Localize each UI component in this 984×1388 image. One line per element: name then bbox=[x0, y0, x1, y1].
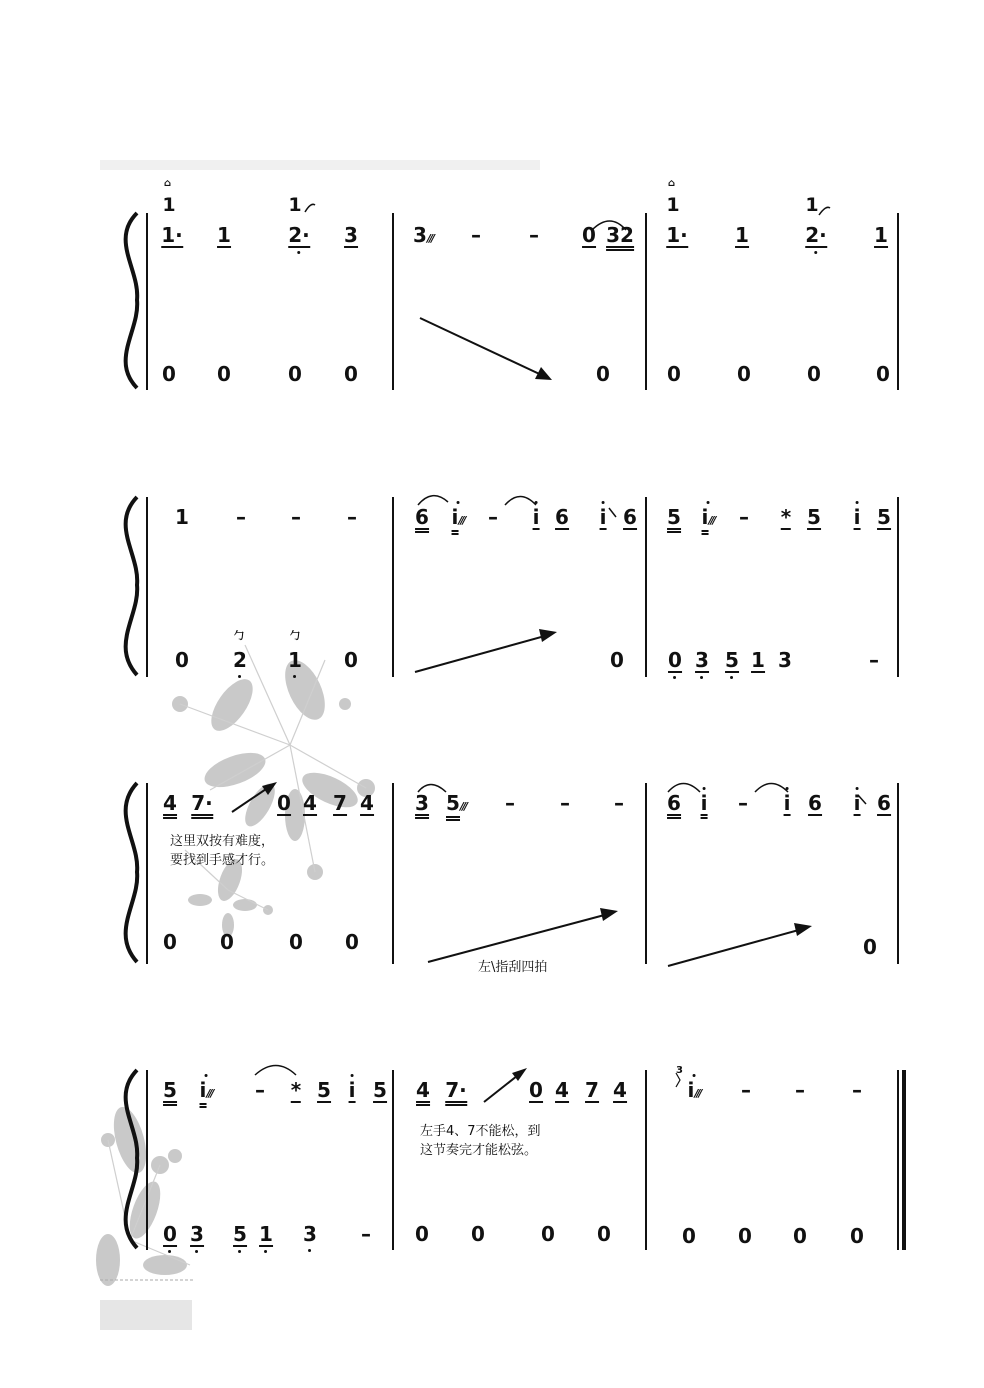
note: – bbox=[255, 1078, 265, 1102]
note: 0 bbox=[668, 648, 682, 672]
harmonic-mark: ⌂ bbox=[164, 178, 172, 189]
note: 0 bbox=[220, 930, 234, 954]
note: 3 bbox=[303, 1222, 317, 1246]
fingering: 1 bbox=[666, 194, 680, 216]
note: 5 bbox=[163, 1080, 177, 1106]
note: 0 bbox=[344, 362, 358, 386]
note: 0 bbox=[596, 362, 610, 386]
note: – bbox=[347, 505, 357, 529]
note: – bbox=[738, 791, 748, 815]
fingering: 1 bbox=[805, 194, 819, 216]
fingering: 1 bbox=[162, 194, 176, 216]
note: 32 bbox=[606, 225, 634, 251]
note: 0 bbox=[597, 1222, 611, 1246]
note: 0 bbox=[163, 930, 177, 954]
note: 0 bbox=[162, 362, 176, 386]
note: 5 bbox=[373, 1078, 387, 1102]
note: 3 bbox=[415, 793, 429, 819]
note: – bbox=[529, 223, 539, 247]
note: 0 bbox=[793, 1224, 807, 1248]
note: i bbox=[599, 505, 607, 529]
note: 7· bbox=[191, 793, 213, 819]
note: i bbox=[348, 1078, 356, 1102]
note: 6 bbox=[877, 791, 891, 815]
note: – bbox=[505, 791, 515, 815]
note: – bbox=[614, 791, 624, 815]
note: 0 bbox=[344, 648, 358, 672]
note: 6 bbox=[623, 505, 637, 529]
note: 1· bbox=[666, 223, 688, 247]
note: – bbox=[488, 505, 498, 529]
note: i bbox=[853, 791, 861, 815]
note: 0 bbox=[277, 791, 291, 815]
note: i bbox=[853, 505, 861, 529]
note: 0 bbox=[471, 1222, 485, 1246]
note: – bbox=[471, 223, 481, 247]
note: 1 bbox=[175, 505, 189, 529]
note: 6 bbox=[415, 507, 429, 533]
note: 5 bbox=[807, 505, 821, 529]
note: 1 bbox=[259, 1222, 273, 1246]
note: 6 bbox=[555, 505, 569, 529]
note: i/// bbox=[702, 507, 715, 531]
note: 0 bbox=[541, 1222, 555, 1246]
note: 5 bbox=[233, 1222, 247, 1246]
note: 0 bbox=[163, 1222, 177, 1246]
note: 5 bbox=[725, 648, 739, 672]
note: 2· bbox=[805, 223, 827, 247]
note: 2· bbox=[288, 223, 310, 247]
damper-mark: 勹 bbox=[290, 631, 300, 642]
note: 3/// bbox=[413, 223, 433, 247]
note: 5/// bbox=[446, 793, 466, 817]
note: 6 bbox=[667, 793, 681, 819]
annotation-left-hold: 左手4、7不能松，到 这节奏完才能松弦。 bbox=[420, 1124, 541, 1158]
note: 7 bbox=[333, 791, 347, 815]
note: * bbox=[780, 505, 792, 529]
note: – bbox=[739, 505, 749, 529]
annotation-left-slide: 左\指刮四拍 bbox=[478, 960, 548, 975]
note: 0 bbox=[288, 362, 302, 386]
note: 7 bbox=[585, 1078, 599, 1102]
damper-mark: 勹 bbox=[234, 631, 244, 642]
note: i bbox=[783, 791, 791, 815]
note: 0 bbox=[345, 930, 359, 954]
note: 0 bbox=[876, 362, 890, 386]
note: 5 bbox=[877, 505, 891, 529]
note: 4 bbox=[416, 1080, 430, 1106]
note: 5 bbox=[667, 507, 681, 533]
note: 0 bbox=[582, 223, 596, 247]
note: 3 bbox=[344, 223, 358, 247]
annotation-double-stop: 这里双按有难度， 要找到手感才行。 bbox=[170, 834, 275, 868]
note: 0 bbox=[807, 362, 821, 386]
note: 4 bbox=[163, 793, 177, 819]
note: i/// bbox=[452, 507, 465, 531]
fingering: 1 bbox=[288, 194, 302, 216]
note: – bbox=[741, 1078, 751, 1102]
note: i/// bbox=[687, 1078, 701, 1102]
note: 4 bbox=[555, 1078, 569, 1102]
note: 0 bbox=[667, 362, 681, 386]
note: 0 bbox=[850, 1224, 864, 1248]
note: 4 bbox=[303, 791, 317, 815]
note: 1 bbox=[735, 223, 749, 247]
note: – bbox=[560, 791, 570, 815]
harmonic-mark: ⌂ bbox=[668, 178, 676, 189]
note: 4 bbox=[613, 1078, 627, 1102]
note: 0 bbox=[217, 362, 231, 386]
note: i/// bbox=[200, 1080, 213, 1104]
note: – bbox=[795, 1078, 805, 1102]
note: – bbox=[852, 1078, 862, 1102]
note: 5 bbox=[317, 1078, 331, 1102]
note: * bbox=[290, 1078, 302, 1102]
note: – bbox=[869, 648, 879, 672]
note: 3 bbox=[190, 1222, 204, 1246]
note: 6 bbox=[808, 791, 822, 815]
note: 7· bbox=[445, 1080, 467, 1106]
note: 0 bbox=[738, 1224, 752, 1248]
note: 1 bbox=[288, 648, 302, 672]
note: 1 bbox=[874, 223, 888, 247]
note: 3 bbox=[695, 648, 709, 672]
note: 2 bbox=[233, 648, 247, 672]
note: 0 bbox=[415, 1222, 429, 1246]
note: 0 bbox=[175, 648, 189, 672]
note: – bbox=[236, 505, 246, 529]
note: – bbox=[361, 1222, 371, 1246]
note: i bbox=[701, 793, 708, 819]
note: – bbox=[291, 505, 301, 529]
note: 0 bbox=[682, 1224, 696, 1248]
grace-note: 3 bbox=[676, 1065, 683, 1076]
note: 0 bbox=[289, 930, 303, 954]
note: 0 bbox=[529, 1078, 543, 1102]
note: 4 bbox=[360, 791, 374, 815]
note: 0 bbox=[737, 362, 751, 386]
note: 1 bbox=[751, 648, 765, 672]
note: i bbox=[532, 505, 540, 529]
note: 1 bbox=[217, 223, 231, 247]
note: 3 bbox=[778, 648, 792, 672]
note: 0 bbox=[863, 935, 877, 959]
note: 0 bbox=[610, 648, 624, 672]
note: 1· bbox=[161, 223, 183, 247]
